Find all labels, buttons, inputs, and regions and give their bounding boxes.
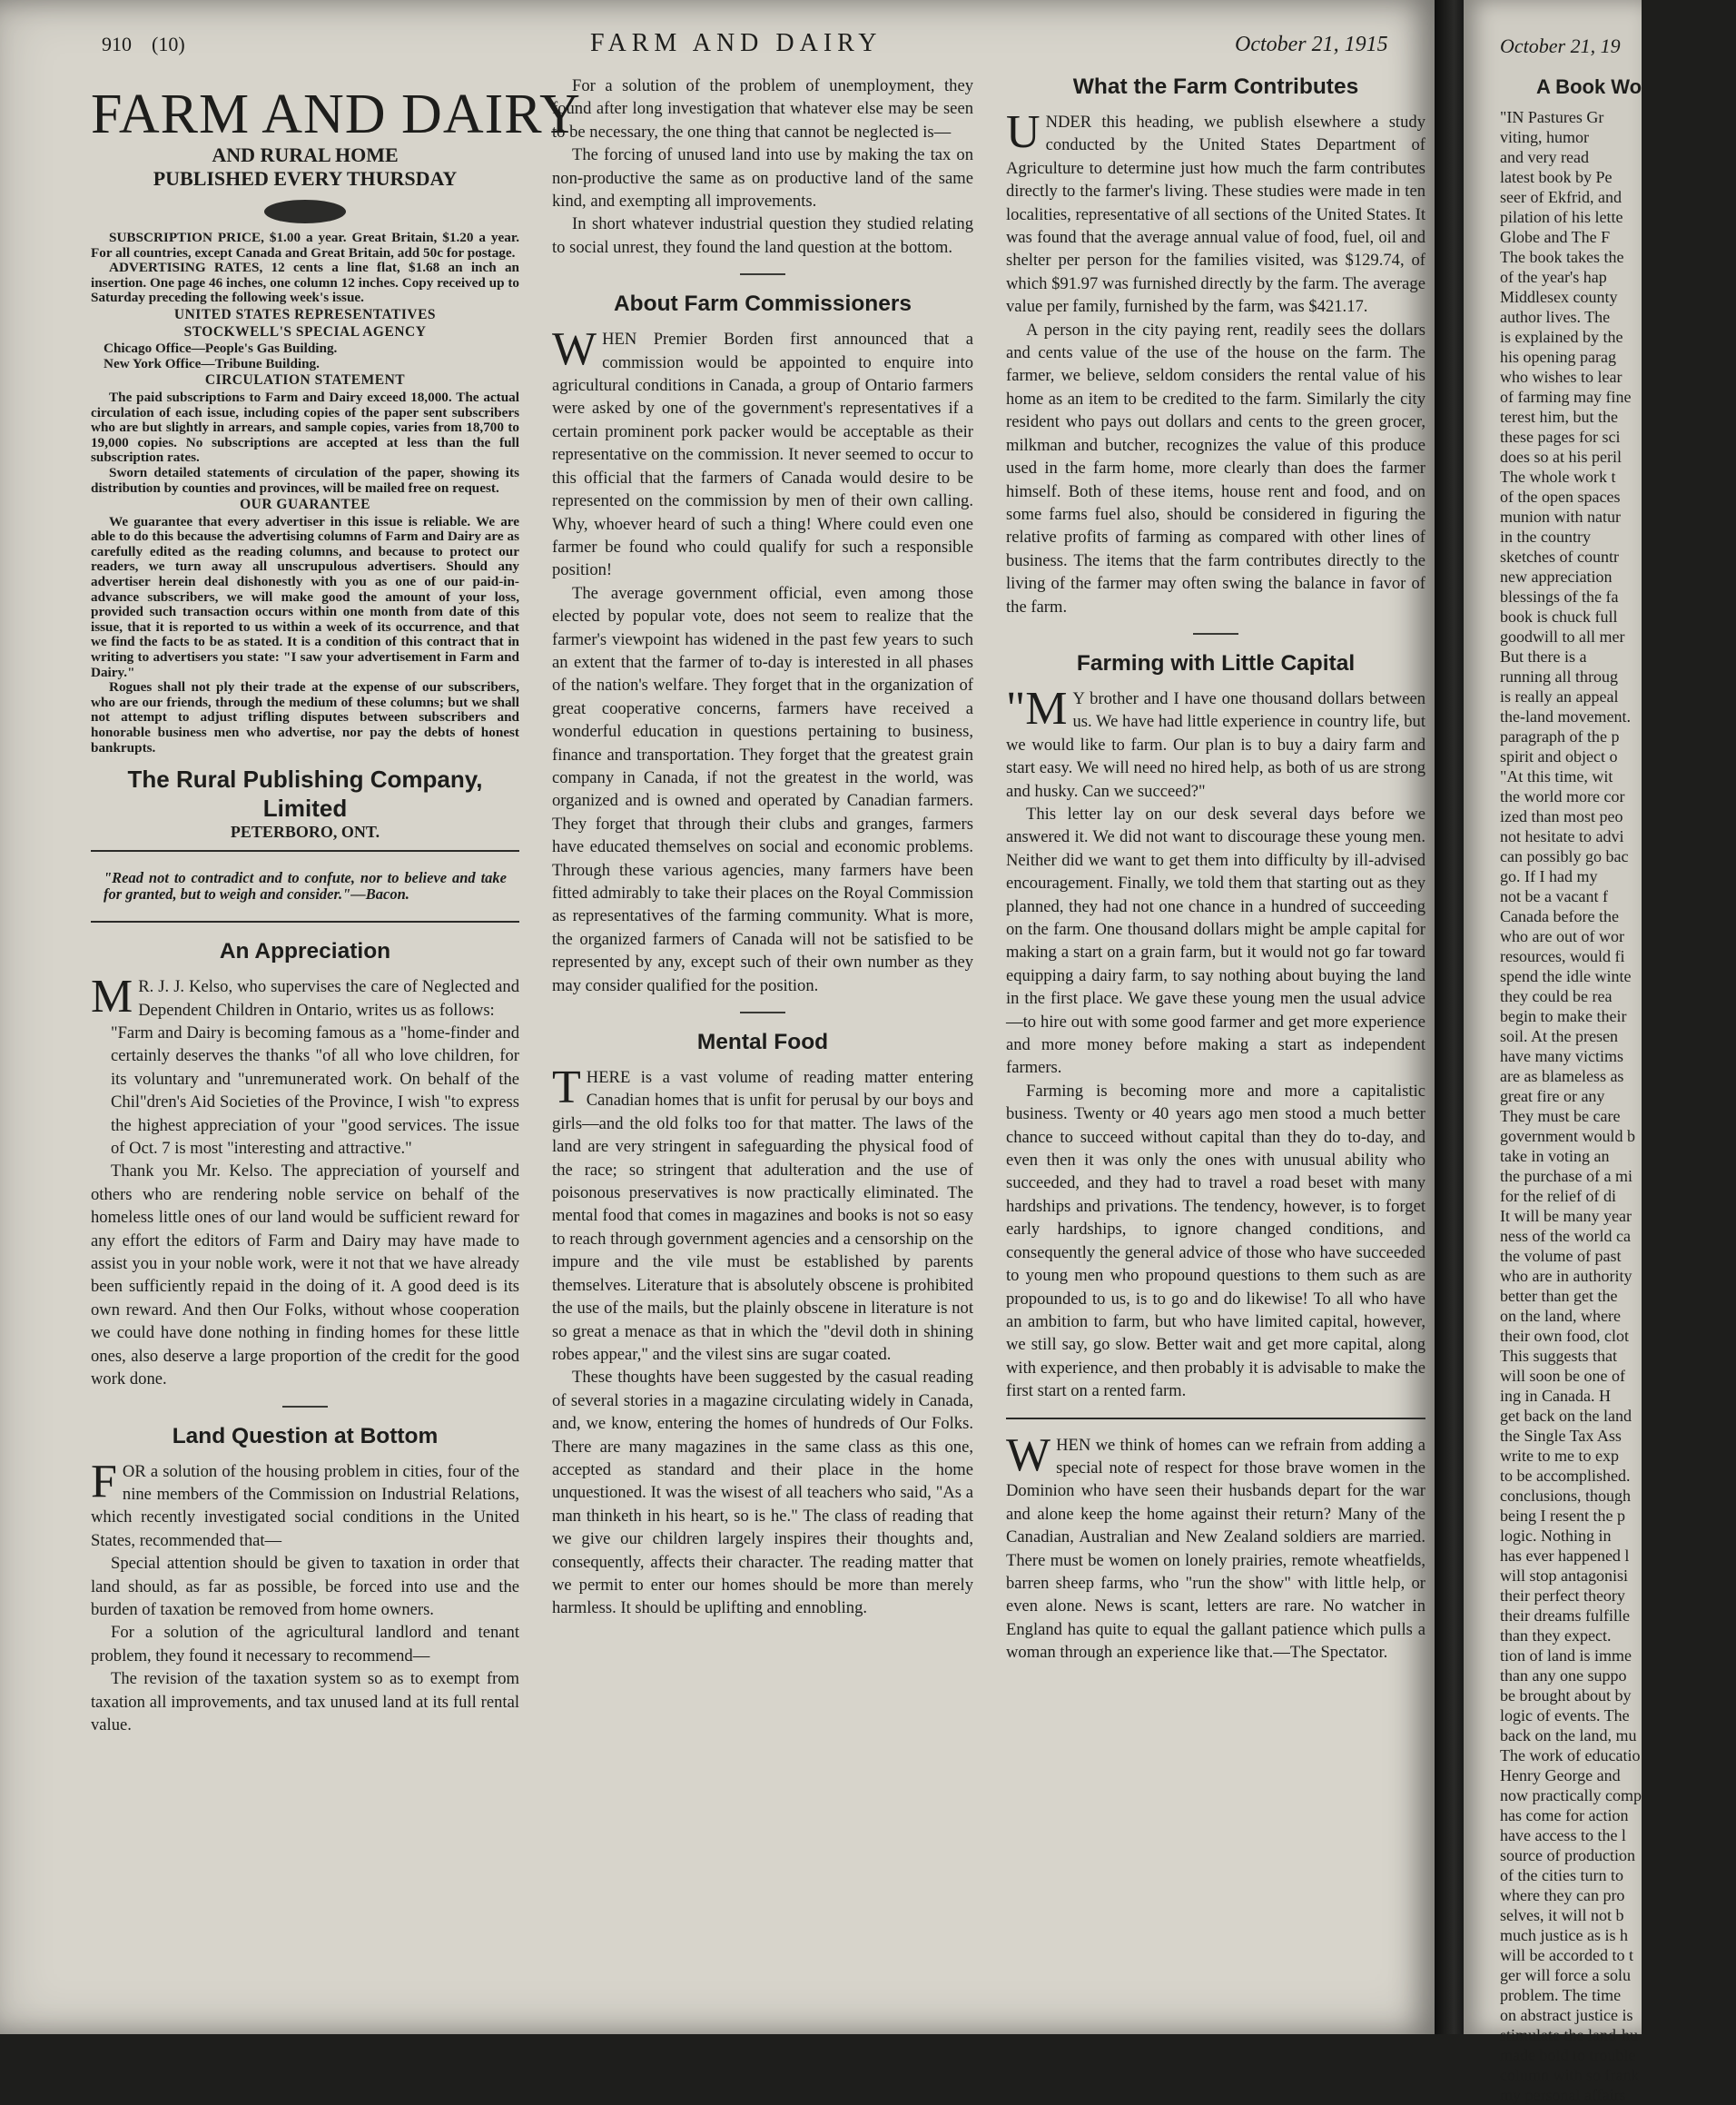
circulation-text: The paid subscriptions to Farm and Dairy exceed 18,000. The actual circulation of each issue, including copies of the paper sent subscribers who are but slightly in arrears, and sample copies, varies from 18,700 to 19,000 copies. No subscriptions are accepted at less than the full subscription rates. (91, 389, 519, 466)
adjacent-line: "IN Pastures Gr (1500, 108, 1604, 126)
adjacent-line: conclusions, though (1500, 1487, 1631, 1505)
adjacent-line: go. If I had my (1500, 867, 1598, 885)
column-3 (1006, 74, 1425, 1665)
adjacent-line: are as blameless as (1500, 1067, 1624, 1085)
adjacent-line: they could be rea (1500, 987, 1613, 1005)
divider (282, 1406, 328, 1408)
reps-heading: UNITED STATES REPRESENTATIVES (173, 306, 437, 322)
publisher-name: The Rural Publishing Company, Limited (127, 766, 483, 823)
adjacent-line: than any one suppo (1500, 1666, 1627, 1685)
adjacent-line: their dreams fulfille (1500, 1606, 1630, 1625)
adjacent-date: October 21, 19 (1500, 35, 1621, 57)
adjacent-line: logic. Nothing in (1500, 1527, 1612, 1545)
adjacent-line: The work of educatio (1500, 1746, 1641, 1764)
guarantee-heading: OUR GUARANTEE (240, 497, 370, 513)
article-paragraph: "M Y brother and I have one thousand dollars between us. We have had little experience in country life, but we would like to farm. Our plan is to buy a dairy farm and start easy. We will need no hired help, as both of us are strong and husky. Can we succeed?" (1006, 682, 1425, 801)
adjacent-line: begin to make their (1500, 1007, 1627, 1025)
adjacent-line: who are out of wor (1500, 927, 1624, 945)
adjacent-line: my personal affairs (1500, 2086, 1626, 2104)
article-paragraph: FOR a solution of the housing problem in cities, four of the nine members of the Commission on Industrial Relations, which recently investigated social conditions in the United States, recommended that— (91, 1455, 519, 1550)
article-heading-land-question: Land Question at Bottom (172, 1423, 439, 1448)
adjacent-line: book is chuck full (1500, 608, 1618, 626)
adjacent-line: not be a vacant f (1500, 887, 1608, 905)
office-new-york: New York Office—Tribune Building. (104, 355, 320, 371)
adjacent-line: take in voting an (1500, 1147, 1610, 1165)
adjacent-line: of the year's hap (1500, 268, 1607, 286)
adjacent-line: being I resent the p (1500, 1507, 1625, 1525)
adjacent-line: than they expect. (1500, 1626, 1612, 1645)
masthead-subtitle: AND RURAL HOME (212, 143, 399, 166)
ornament-icon (264, 200, 346, 223)
adjacent-line: will be accorded to t (1500, 1946, 1633, 1964)
adjacent-line: their own food, clot (1500, 1327, 1629, 1345)
guarantee-text: We guarantee that every advertiser in this issue is reliable. We are able to do this because the advertising columns of Farm and Dairy are as carefully edited as the reading columns, and because to protect our readers, we turn away all unscrupulous advertisers. Should any advertiser herein deal dishonestly with you as one of our paid-in-advance subscribers, we will make good the amount of your loss, provided such transaction occurs within one month from date of this issue, that it is reported to us within a week of its occurrence, and that we find the facts to be as stated. It is a condition of this contract that in writing to advertisers you state: "I saw your advertisement in Farm and Dairy." (91, 513, 519, 680)
adjacent-line: pilation of his lette (1500, 208, 1623, 226)
adjacent-line: get back on the land (1500, 1407, 1632, 1425)
adjacent-line: ing in Canada. H (1500, 1387, 1611, 1405)
adjacent-line: Henry George and (1500, 1766, 1621, 1784)
drop-cap: W (1006, 1428, 1051, 1481)
adjacent-line: is really an appeal (1500, 687, 1619, 706)
column-2 (552, 74, 973, 1620)
adjacent-line: has come for action (1500, 1806, 1629, 1824)
adjacent-line: on abstract justice is (1500, 2006, 1633, 2024)
advertising-notice: ADVERTISING RATES, 12 cents a line flat, $1.68 an inch an insertion. One page 46 inches, one column 12 inches. Copy received up to Saturday preceding the following week's issue. (91, 260, 519, 306)
adjacent-line: It will be many year (1500, 1207, 1632, 1225)
adjacent-line: the-land movement. (1500, 707, 1631, 726)
adjacent-line: government would b (1500, 1127, 1635, 1145)
masthead-schedule: PUBLISHED EVERY THURSDAY (153, 167, 458, 190)
adjacent-line: blessings of the fa (1500, 588, 1619, 606)
adjacent-line: the world more cor (1500, 787, 1625, 805)
article-paragraph: These thoughts have been suggested by the casual reading of several stories in a magazine circulating widely in Canada, and, we know, entering the homes of hundreds of Our Folks. There are many magazines in the same class as this one, accepted as standard and their place in the home unquestioned. It was the wisest of all teachers who said, "As a man thinketh in his heart, so is he." The class of reading that we give our children largely inspires their thoughts and, consequently, affects their character. The reading matter that we permit to enter our homes should be more than merely harmless. It should be uplifting and ennobling. (552, 1368, 973, 1618)
masthead-fine-print (91, 231, 519, 756)
drop-cap: "M (1006, 682, 1068, 735)
article-paragraph: M R. J. J. Kelso, who supervises the care of Neglected and Dependent Children in Ontario, writes us as follows: (91, 971, 519, 1023)
adjacent-line: has ever happened l (1500, 1547, 1630, 1565)
adjacent-line: does so at his peril (1500, 448, 1622, 466)
article-paragraph: UNDER this heading, we publish elsewhere a study conducted by the United States Department of Agriculture to determine just how much the farm contributes directly to the farmer's living. These studies were made in ten localities, representative of all sections of the United States. It was found that the average annual value of food, fuel, oil and shelter per person for the families visited, was $129.74, of which $91.97 was furnished directly by the farm. The average value per family, furnished by the farm, was $421.17. (1006, 106, 1425, 317)
column-1 (91, 74, 581, 1736)
adjacent-line: to be accomplished. (1500, 1467, 1631, 1485)
agency-name: STOCKWELL'S SPECIAL AGENCY (183, 323, 427, 340)
circulation-sworn: Sworn detailed statements of circulation of the paper, showing its distribution by counties and provinces, will be mailed free on request. (91, 464, 519, 496)
adjacent-line: "At this time, wit (1500, 767, 1613, 786)
adjacent-line: of the open spaces (1500, 488, 1621, 506)
adjacent-line: not hesitate to advi (1500, 827, 1624, 845)
adjacent-line: for the relief of di (1500, 1187, 1616, 1205)
adjacent-line: problem. The time (1500, 1986, 1622, 2004)
adjacent-line: new appreciation (1500, 568, 1613, 586)
adjacent-line: They must be care (1500, 1107, 1621, 1125)
adjacent-line: munion with natur (1500, 508, 1621, 526)
adjacent-line: of the cities turn to (1500, 1866, 1623, 1884)
adjacent-line: have access to the l (1500, 1826, 1626, 1844)
guarantee-rogues: Rogues shall not ply their trade at the expense of our subscribers, who are our friends, through the medium of these columns; but we shall not attempt to adjust trifling disputes between subscribers and honorable business men who advertise, nor pay the debts of honest bankrupts. (91, 679, 519, 756)
kelso-quote: "Farm and Dairy is becoming famous as a "home-finder and certainly deserves the thanks "of all who love children, for its voluntary and "unremunerated work. On behalf of the Chil"dren's Aid Societies of the Province, I wish "to express the highest appreciation of your "good services. The issue of Oct. 7 is most "interesting and attractive." (111, 1023, 519, 1159)
article-paragraph: A person in the city paying rent, readily sees the dollars and cents value of the use of the house on the farm. The farmer, we believe, seldom considers the rental value of his home as an item to be credited to the farm. Similarly the city resident who pays out dollars and cents to the green grocer, milkman and butcher, recognizes the value of this produce used in the farm home, more clearly than does the farmer himself. Both of these items, house rent and food, and on some farms fuel also, should be considered in figuring the relative profits of farming as compared with other lines of business. The items that the farm contributes directly to the living of the farmer may often swing the balance in favor of the farm. (1006, 320, 1425, 617)
adjacent-line: his opening parag (1500, 348, 1616, 366)
adjacent-line: But there is a (1500, 647, 1587, 666)
divider (91, 921, 519, 923)
adjacent-line: terest him, but the (1500, 408, 1618, 426)
adjacent-line: on the land, where (1500, 1307, 1621, 1325)
adjacent-line: soil. At the presen (1500, 1027, 1618, 1045)
article-paragraph: The revision of the taxation system so as to exempt from taxation all improvements, and tax unused land at its full rental value. (91, 1669, 519, 1734)
divider (740, 1012, 785, 1013)
adjacent-line: viting, humor (1500, 128, 1589, 146)
adjacent-heading: A Book Wo (1536, 75, 1642, 98)
adjacent-line: paragraph of the p (1500, 727, 1620, 746)
adjacent-line: write to me to exp (1500, 1447, 1619, 1465)
adjacent-line: source of production (1500, 1846, 1635, 1864)
article-paragraph: The average government official, even among those elected by popular vote, does not seem to realize that the farmer's viewpoint has widened in the past few years to such an extent that the farmer of to-day is interested in all phases of the nation's welfare. They forget that in the organization of great cooperative concerns, farmers have received a wonderful education in questions pertaining to business, finance and transportation. They forget that the greatest grain company in Canada, if not the greatest in the world, was organized and is owned and operated by Canadian farmers. They forget that through their clubs and granges, farmers have educated themselves on social and economic problems. Through these various agencies, many farmers have been fitted admirably to take their places on the Royal Commission as representatives of the farming community. What is more, the organized farmers of Canada will not be satisfied to be represented by any, except such of their own number as they may consider qualified for the position. (552, 583, 973, 995)
office-chicago: Chicago Office—People's Gas Building. (104, 341, 338, 357)
adjacent-line: much justice as is h (1500, 1926, 1628, 1944)
adjacent-line: better than get the (1500, 1287, 1618, 1305)
adjacent-line: the Single Tax Ass (1500, 1427, 1622, 1445)
adjacent-line: Middlesex county (1500, 288, 1618, 306)
article-paragraph: For a solution of the agricultural landlord and tenant problem, they found it necessary to recommend— (91, 1623, 519, 1665)
adjacent-line: This suggests that (1500, 1347, 1617, 1365)
adjacent-line: goodwill to all mer (1500, 628, 1625, 646)
page-number: 910 (10) (102, 33, 185, 55)
adjacent-line: will stop antagonisi (1500, 1566, 1628, 1585)
article-paragraph: This letter lay on our desk several days before we answered it. We did not want to discourage these young men. Neither did we want to get them into difficulty by ill-advised encouragement. Finally, we told them that starting out as they planned, they had not one chance in a hundred of succeeding on the farm. One thousand dollars might be ample capital for making a start on a grain farm, but it would not go far toward equipping a dairy farm, to say nothing about buying the land in the first place. We gave these young men the usual advice—to hire out with some good farmer and get more experience and more money before making a start as independent farmers. (1006, 804, 1425, 1078)
publisher-location: PETERBORO, ONT. (230, 823, 380, 842)
adjacent-line: ness of the world ca (1500, 1227, 1631, 1245)
adjacent-line: now practically comp (1500, 1786, 1642, 1804)
subscription-notice: SUBSCRIPTION PRICE, $1.00 a year. Great Britain, $1.20 a year. For all countries, except Canada and Great Britain, add 50c for postage. (91, 230, 519, 261)
article-paragraph: THERE is a vast volume of reading matter entering Canadian homes that is unfit for perusal by our boys and girls—and the old folks too for that matter. The laws of the land are very stringent in safeguarding the physical food of the race; so stringent that adulteration and the use of poisonous preservatives is now practically eliminated. The mental food that comes in magazines and books is not so easy to reach through government agencies and a censorship on the impure and the vile must be established by parents themselves. Literature that is absolutely obscene is prohibited the use of the mails, but the plainly obscene in literature is not so great a menace as that in which the "devil doth in shining robes appear," and the vilest sins are sugar coated. (552, 1062, 973, 1364)
adjacent-line: the volume of past (1500, 1247, 1622, 1265)
divider (91, 850, 519, 852)
drop-cap: M (91, 971, 133, 1023)
adjacent-line: spirit and object o (1500, 747, 1618, 766)
adjacent-line: running all throug (1500, 667, 1618, 686)
adjacent-line: great fire or any (1500, 1087, 1605, 1105)
adjacent-line: be brought about by (1500, 1686, 1632, 1705)
adjacent-line: made bold to trouble (1500, 2046, 1636, 2064)
adjacent-line: The whole work t (1500, 468, 1616, 486)
binding-gutter (1435, 0, 1467, 2034)
adjacent-line: who wishes to lear (1500, 368, 1623, 386)
adjacent-line: latest book by Pe (1500, 168, 1613, 186)
adjacent-line: The book takes the (1500, 248, 1624, 266)
circulation-heading: CIRCULATION STATEMENT (204, 372, 406, 389)
running-title: FARM AND DAIRY (590, 29, 883, 57)
article-heading-appreciation: An Appreciation (219, 939, 391, 964)
adjacent-line: resources, would fi (1500, 947, 1625, 965)
adjacent-line: selves, it will not b (1500, 1906, 1624, 1924)
divider (1006, 1418, 1425, 1419)
adjacent-text (1500, 107, 1736, 2105)
adjacent-line: logic of events. The (1500, 1706, 1630, 1725)
divider (740, 273, 785, 275)
adjacent-line: is explained by the (1500, 328, 1623, 346)
article-heading-farm-contributes: What the Farm Contributes (1072, 74, 1359, 99)
editorial-motto: "Read not to contradict and to confute, nor to believe and take for granted, but to weigh and consider."—Bacon. (104, 869, 507, 904)
adjacent-line: where they can pro (1500, 1886, 1625, 1904)
article-paragraph: WHEN we think of homes can we refrain from adding a special note of respect for those brave women in the Dominion who have seen their husbands depart for the war and alone keep the home against their return? Many of the Canadian, Australian and New Zealand soldiers are married. There must be women on lonely prairies, remote wheatfields, barren sheep farms, who "run the show" with little help, or even alone. News is scant, letters are rare. No watcher in England has quite to equal the gallant patience which pulls a woman through an experience like that.—The Spectator. (1006, 1428, 1425, 1663)
article-paragraph: Special attention should be given to taxation in order that land should, as far as possible, be forced into use and the burden of taxation be removed from home owners. (91, 1554, 519, 1619)
adjacent-line: Globe and The F (1500, 228, 1611, 246)
adjacent-line: ized than most peo (1500, 807, 1623, 825)
adjacent-line: have many victims (1500, 1047, 1623, 1065)
article-heading-commissioners: About Farm Commissioners (613, 292, 912, 317)
article-paragraph: Thank you Mr. Kelso. The appreciation of yourself and others who are rendering noble service on behalf of the homeless little ones of our land would be sufficient reward for any effort the editors of Farm and Dairy may have made to assist you in your noble work, were it not that we have already been sufficiently repaid in the doing of it. A good deed is its own reward. And then Our Folks, without whose cooperation we could have done nothing in finding homes for these little ones, also deserve a large proportion of the credit for the good work done. (91, 1161, 519, 1389)
adjacent-line: can possibly go bac (1500, 847, 1629, 865)
adjacent-line: ger will force a solu (1500, 1966, 1631, 1984)
article-paragraph: WHEN Premier Borden first announced that a commission would be appointed to enquire into agricultural conditions in Canada, a group of Ontario farmers were asked by one of the government's representatives if a certain prominent pork packer would be acceptable as their representative on the commission. It never seemed to occur to this official that the farmers of Canada would desire to be represented on the commission by men of their own calling. Why, whoever heard of such a thing! Where could even one farmer be found who could qualify for such a responsible position! (552, 323, 973, 580)
article-paragraph: For a solution of the problem of unemployment, they found after long investigation that whatever else may be seen to be necessary, the one thing that cannot be neglected is— (552, 76, 973, 142)
adjacent-line: their perfect theory (1500, 1586, 1625, 1605)
adjacent-line: back on the land, mu (1500, 1726, 1637, 1744)
adjacent-line: stimulate the land-hu (1500, 2026, 1638, 2044)
drop-cap: U (1006, 106, 1041, 158)
drop-cap: F (91, 1455, 117, 1507)
adjacent-line: tion of land is imme (1500, 1646, 1632, 1665)
page-header (0, 25, 1435, 62)
masthead-title: FARM AND DAIRY (91, 84, 581, 145)
adjacent-line: in the country (1500, 528, 1591, 546)
adjacent-line: seer of Ekfrid, and (1500, 188, 1622, 206)
article-heading-mental-food: Mental Food (696, 1030, 829, 1055)
adjacent-line: who are in authority (1500, 1267, 1632, 1285)
adjacent-line: column with so frank (1500, 2066, 1640, 2084)
drop-cap: T (552, 1062, 581, 1114)
adjacent-column (1500, 36, 1736, 2105)
article-paragraph: In short whatever industrial question they studied relating to social unrest, they found the land question at the bottom. (552, 214, 973, 257)
adjacent-page (1464, 0, 1642, 2104)
adjacent-line: the purchase of a mi (1500, 1167, 1632, 1185)
article-paragraph: Farming is becoming more and more a capitalistic business. Twenty or 40 years ago men stood a much better chance to succeed without capital than they do to-day, and even then it was only the ones with unusual ability who succeeded, and they had to travel a road beset with many hardships and privations. The tendency, however, is to forget early hardships, to ignore changed conditions, and consequently the general advice of those who have succeeded to young men who propound questions to them such as are propounded to us, is to go and do likewise! To all who have an ambition to farm, but who have limited capital, however, we still say, go slow. Better wait and get more capital, along with experience, and then probably it is advisable to make the first start on a rented farm. (1006, 1081, 1425, 1401)
adjacent-line: will soon be one of (1500, 1367, 1625, 1385)
adjacent-line: spend the idle winte (1500, 967, 1632, 985)
article-heading-little-capital: Farming with Little Capital (1076, 650, 1356, 676)
article-paragraph: The forcing of unused land into use by making the tax on non-productive the same as on productive land of the same kind, and exempting all improvements. (552, 145, 973, 212)
adjacent-line: and very read (1500, 148, 1589, 166)
divider (1193, 633, 1238, 635)
issue-date: October 21, 1915 (1235, 33, 1388, 56)
adjacent-line: Canada before the (1500, 907, 1619, 925)
adjacent-line: author lives. The (1500, 308, 1611, 326)
adjacent-line: these pages for sci (1500, 428, 1621, 446)
drop-cap: W (552, 323, 597, 376)
adjacent-line: sketches of countr (1500, 548, 1619, 566)
adjacent-line: of farming may fine (1500, 388, 1632, 406)
